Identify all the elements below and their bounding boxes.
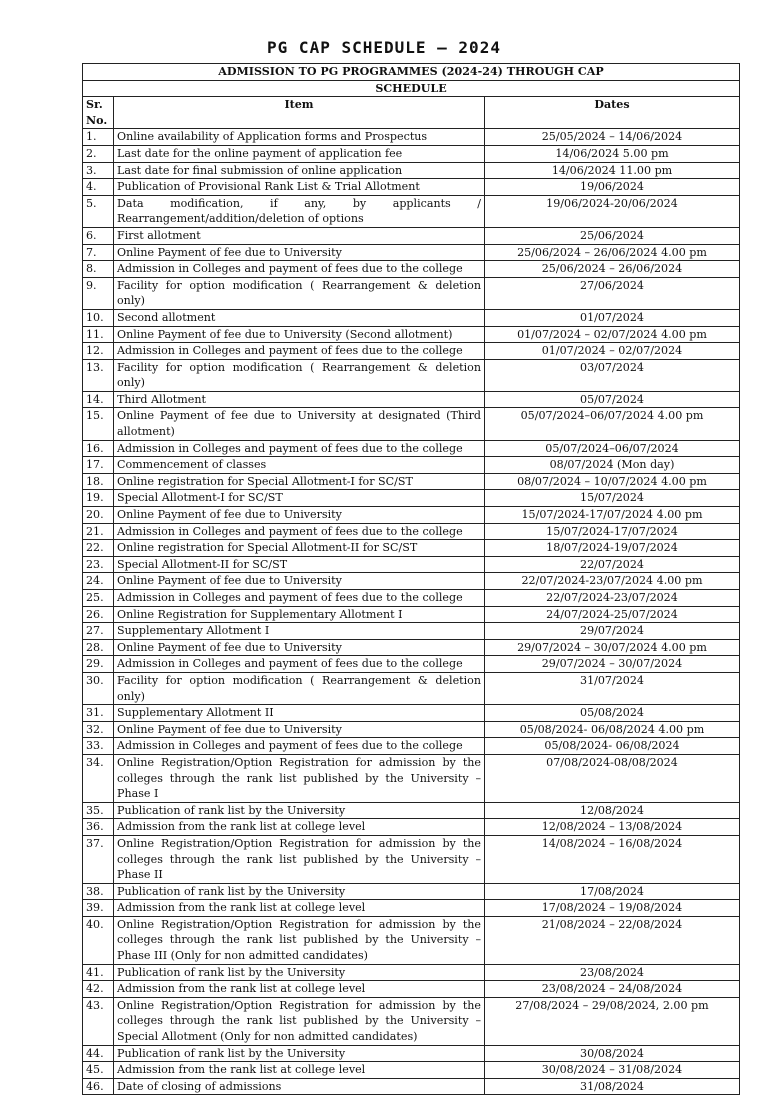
sr-cell: 35.: [83, 802, 114, 819]
table-row: [83, 162, 740, 179]
sr-cell: 42.: [83, 981, 114, 998]
dates-cell: 17/08/2024 – 19/08/2024: [485, 900, 740, 917]
sr-cell: 10.: [83, 309, 114, 326]
item-cell: Online Payment of fee due to University: [114, 639, 485, 656]
item-cell: Admission in Colleges and payment of fees due to the college: [114, 343, 485, 360]
item-cell: Commencement of classes: [114, 457, 485, 474]
table-row: [83, 754, 740, 802]
item-cell: Online registration for Special Allotment-II for SC/ST: [114, 540, 485, 557]
dates-cell: 14/06/2024 11.00 pm: [485, 162, 740, 179]
item-cell: Last date for the online payment of application fee: [114, 145, 485, 162]
table-row: [83, 802, 740, 819]
dates-cell: 01/07/2024 – 02/07/2024: [485, 343, 740, 360]
dates-cell: 29/07/2024: [485, 623, 740, 640]
item-cell: Online registration for Special Allotment-I for SC/ST: [114, 473, 485, 490]
table-row: [83, 656, 740, 673]
sr-cell: 17.: [83, 457, 114, 474]
table-row: [83, 997, 740, 1045]
sr-cell: 32.: [83, 721, 114, 738]
item-cell: Admission from the rank list at college level: [114, 1062, 485, 1079]
column-header-dates: Dates: [485, 97, 740, 129]
dates-cell: 31/08/2024: [485, 1078, 740, 1095]
item-cell: Admission in Colleges and payment of fees due to the college: [114, 523, 485, 540]
table-row: [83, 916, 740, 964]
item-cell: Online Payment of fee due to University: [114, 244, 485, 261]
item-cell: Special Allotment-I for SC/ST: [114, 490, 485, 507]
dates-cell: 15/07/2024: [485, 490, 740, 507]
dates-cell: 25/06/2024: [485, 227, 740, 244]
dates-cell: 24/07/2024-25/07/2024: [485, 606, 740, 623]
item-cell: Online Registration/Option Registration for admission by the colleges through the rank list published by the University – Special Allotment (Only for non admitted candidates): [114, 997, 485, 1045]
table-row: [83, 900, 740, 917]
sr-cell: 24.: [83, 573, 114, 590]
dates-cell: 18/07/2024-19/07/2024: [485, 540, 740, 557]
dates-cell: 22/07/2024-23/07/2024: [485, 590, 740, 607]
dates-cell: 05/08/2024- 06/08/2024 4.00 pm: [485, 721, 740, 738]
item-cell: Online Registration/Option Registration for admission by the colleges through the rank list published by the University – Phase III (Only for non admitted candidates): [114, 916, 485, 964]
item-cell: Publication of rank list by the University: [114, 883, 485, 900]
sr-cell: 43.: [83, 997, 114, 1045]
item-cell: First allotment: [114, 227, 485, 244]
sr-cell: 37.: [83, 835, 114, 883]
sr-cell: 39.: [83, 900, 114, 917]
dates-cell: 17/08/2024: [485, 883, 740, 900]
item-cell: Special Allotment-II for SC/ST: [114, 556, 485, 573]
dates-cell: 08/07/2024 – 10/07/2024 4.00 pm: [485, 473, 740, 490]
dates-cell: 07/08/2024-08/08/2024: [485, 754, 740, 802]
item-cell: Publication of Provisional Rank List & Trial Allotment: [114, 179, 485, 196]
sr-cell: 13.: [83, 359, 114, 391]
item-cell: Online Registration/Option Registration for admission by the colleges through the rank list published by the University – Phase II: [114, 835, 485, 883]
dates-cell: 30/08/2024 – 31/08/2024: [485, 1062, 740, 1079]
dates-cell: 21/08/2024 – 22/08/2024: [485, 916, 740, 964]
table-row: [83, 244, 740, 261]
table-row: [83, 195, 740, 227]
sr-cell: 28.: [83, 639, 114, 656]
sr-cell: 30.: [83, 672, 114, 704]
item-cell: Publication of rank list by the University: [114, 964, 485, 981]
dates-cell: 30/08/2024: [485, 1045, 740, 1062]
table-row: [83, 277, 740, 309]
item-cell: Online Payment of fee due to University: [114, 507, 485, 524]
table-row: [83, 672, 740, 704]
sr-cell: 7.: [83, 244, 114, 261]
item-cell: Admission from the rank list at college level: [114, 981, 485, 998]
table-row: [83, 343, 740, 360]
sr-cell: 4.: [83, 179, 114, 196]
table-row: [83, 490, 740, 507]
item-cell: Supplementary Allotment II: [114, 705, 485, 722]
sr-cell: 6.: [83, 227, 114, 244]
dates-cell: 14/08/2024 – 16/08/2024: [485, 835, 740, 883]
item-cell: Facility for option modification ( Rearrangement & deletion only): [114, 672, 485, 704]
item-cell: Facility for option modification ( Rearrangement & deletion only): [114, 277, 485, 309]
dates-cell: 27/08/2024 – 29/08/2024, 2.00 pm: [485, 997, 740, 1045]
item-cell: Online Payment of fee due to University: [114, 573, 485, 590]
dates-cell: 25/06/2024 – 26/06/2024: [485, 261, 740, 278]
sr-cell: 9.: [83, 277, 114, 309]
table-row: [83, 507, 740, 524]
sr-cell: 2.: [83, 145, 114, 162]
table-row: [83, 145, 740, 162]
item-cell: Admission in Colleges and payment of fees due to the college: [114, 590, 485, 607]
dates-cell: 29/07/2024 – 30/07/2024 4.00 pm: [485, 639, 740, 656]
sr-cell: 41.: [83, 964, 114, 981]
dates-cell: 23/08/2024 – 24/08/2024: [485, 981, 740, 998]
table-row: [83, 326, 740, 343]
item-cell: Second allotment: [114, 309, 485, 326]
table-row: [83, 391, 740, 408]
item-cell: Publication of rank list by the University: [114, 802, 485, 819]
item-cell: Online availability of Application forms and Prospectus: [114, 129, 485, 146]
sr-cell: 31.: [83, 705, 114, 722]
sr-cell: 5.: [83, 195, 114, 227]
dates-cell: 12/08/2024: [485, 802, 740, 819]
sr-cell: 20.: [83, 507, 114, 524]
table-row: [83, 606, 740, 623]
dates-cell: 27/06/2024: [485, 277, 740, 309]
table-row: [83, 1062, 740, 1079]
sr-cell: 23.: [83, 556, 114, 573]
sr-cell: 27.: [83, 623, 114, 640]
schedule-rows: [83, 129, 740, 1095]
dates-cell: 05/07/2024–06/07/2024: [485, 440, 740, 457]
table-row: [83, 309, 740, 326]
dates-cell: 25/06/2024 – 26/06/2024 4.00 pm: [485, 244, 740, 261]
sr-cell: 22.: [83, 540, 114, 557]
table-row: [83, 523, 740, 540]
table-row: [83, 721, 740, 738]
table-row: [83, 473, 740, 490]
sr-cell: 1.: [83, 129, 114, 146]
table-row: [83, 1078, 740, 1095]
dates-cell: 12/08/2024 – 13/08/2024: [485, 819, 740, 836]
item-cell: Online Payment of fee due to University: [114, 721, 485, 738]
table-row: [83, 819, 740, 836]
item-cell: Online Payment of fee due to University (Second allotment): [114, 326, 485, 343]
item-cell: Admission in Colleges and payment of fees due to the college: [114, 440, 485, 457]
item-cell: Admission in Colleges and payment of fees due to the college: [114, 656, 485, 673]
sr-cell: 40.: [83, 916, 114, 964]
dates-cell: 15/07/2024-17/07/2024 4.00 pm: [485, 507, 740, 524]
table-row: [83, 835, 740, 883]
item-cell: Date of closing of admissions: [114, 1078, 485, 1095]
sr-cell: 8.: [83, 261, 114, 278]
dates-cell: 19/06/2024-20/06/2024: [485, 195, 740, 227]
table-row: [83, 623, 740, 640]
sr-cell: 46.: [83, 1078, 114, 1095]
dates-cell: 01/07/2024 – 02/07/2024 4.00 pm: [485, 326, 740, 343]
table-row: [83, 964, 740, 981]
item-cell: Online Registration for Supplementary Allotment I: [114, 606, 485, 623]
dates-cell: 31/07/2024: [485, 672, 740, 704]
sr-cell: 38.: [83, 883, 114, 900]
item-cell: Third Allotment: [114, 391, 485, 408]
dates-cell: 19/06/2024: [485, 179, 740, 196]
table-row: [83, 129, 740, 146]
item-cell: Online Registration/Option Registration for admission by the colleges through the rank list published by the University – Phase I: [114, 754, 485, 802]
sr-cell: 19.: [83, 490, 114, 507]
item-cell: Publication of rank list by the University: [114, 1045, 485, 1062]
table-row: [83, 227, 740, 244]
dates-cell: 22/07/2024: [485, 556, 740, 573]
column-header-sr: Sr. No.: [83, 97, 114, 129]
dates-cell: 23/08/2024: [485, 964, 740, 981]
sr-cell: 18.: [83, 473, 114, 490]
table-row: [83, 639, 740, 656]
dates-cell: 08/07/2024 (Mon day): [485, 457, 740, 474]
table-row: [83, 440, 740, 457]
table-row: [83, 981, 740, 998]
sr-cell: 14.: [83, 391, 114, 408]
table-row: [83, 359, 740, 391]
table-row: [83, 457, 740, 474]
sr-cell: 34.: [83, 754, 114, 802]
column-header-item: Item: [114, 97, 485, 129]
sr-cell: 45.: [83, 1062, 114, 1079]
item-cell: Data modification, if any, by applicants / Rearrangement/addition/deletion of options: [114, 195, 485, 227]
dates-cell: 05/08/2024- 06/08/2024: [485, 738, 740, 755]
sr-cell: 25.: [83, 590, 114, 607]
schedule-table: [82, 63, 740, 1095]
item-cell: Admission from the rank list at college level: [114, 900, 485, 917]
sr-cell: 29.: [83, 656, 114, 673]
sr-cell: 3.: [83, 162, 114, 179]
table-row: [83, 556, 740, 573]
item-cell: Admission in Colleges and payment of fees due to the college: [114, 261, 485, 278]
dates-cell: 14/06/2024 5.00 pm: [485, 145, 740, 162]
sr-cell: 21.: [83, 523, 114, 540]
dates-cell: 22/07/2024-23/07/2024 4.00 pm: [485, 573, 740, 590]
item-cell: Supplementary Allotment I: [114, 623, 485, 640]
item-cell: Facility for option modification ( Rearrangement & deletion only): [114, 359, 485, 391]
sr-cell: 33.: [83, 738, 114, 755]
table-row: [83, 261, 740, 278]
dates-cell: 05/07/2024–06/07/2024 4.00 pm: [485, 408, 740, 440]
table-row: [83, 590, 740, 607]
sr-cell: 26.: [83, 606, 114, 623]
dates-cell: 05/07/2024: [485, 391, 740, 408]
item-cell: Admission from the rank list at college level: [114, 819, 485, 836]
table-row: [83, 883, 740, 900]
dates-cell: 29/07/2024 – 30/07/2024: [485, 656, 740, 673]
sr-cell: 15.: [83, 408, 114, 440]
dates-cell: 01/07/2024: [485, 309, 740, 326]
table-row: [83, 408, 740, 440]
table-row: [83, 179, 740, 196]
table-heading: ADMISSION TO PG PROGRAMMES (2024-24) THROUGH CAP: [83, 64, 740, 81]
sr-cell: 44.: [83, 1045, 114, 1062]
sr-cell: 11.: [83, 326, 114, 343]
item-cell: Online Payment of fee due to University at designated (Third allotment): [114, 408, 485, 440]
table-row: [83, 1045, 740, 1062]
table-row: [83, 738, 740, 755]
dates-cell: 15/07/2024-17/07/2024: [485, 523, 740, 540]
table-row: [83, 573, 740, 590]
page-title: PG CAP SCHEDULE – 2024: [267, 38, 501, 57]
item-cell: Last date for final submission of online application: [114, 162, 485, 179]
sr-cell: 36.: [83, 819, 114, 836]
sr-cell: 16.: [83, 440, 114, 457]
dates-cell: 05/08/2024: [485, 705, 740, 722]
sr-cell: 12.: [83, 343, 114, 360]
table-row: [83, 540, 740, 557]
item-cell: Admission in Colleges and payment of fees due to the college: [114, 738, 485, 755]
dates-cell: 03/07/2024: [485, 359, 740, 391]
dates-cell: 25/05/2024 – 14/06/2024: [485, 129, 740, 146]
table-subheading: SCHEDULE: [83, 80, 740, 97]
table-row: [83, 705, 740, 722]
